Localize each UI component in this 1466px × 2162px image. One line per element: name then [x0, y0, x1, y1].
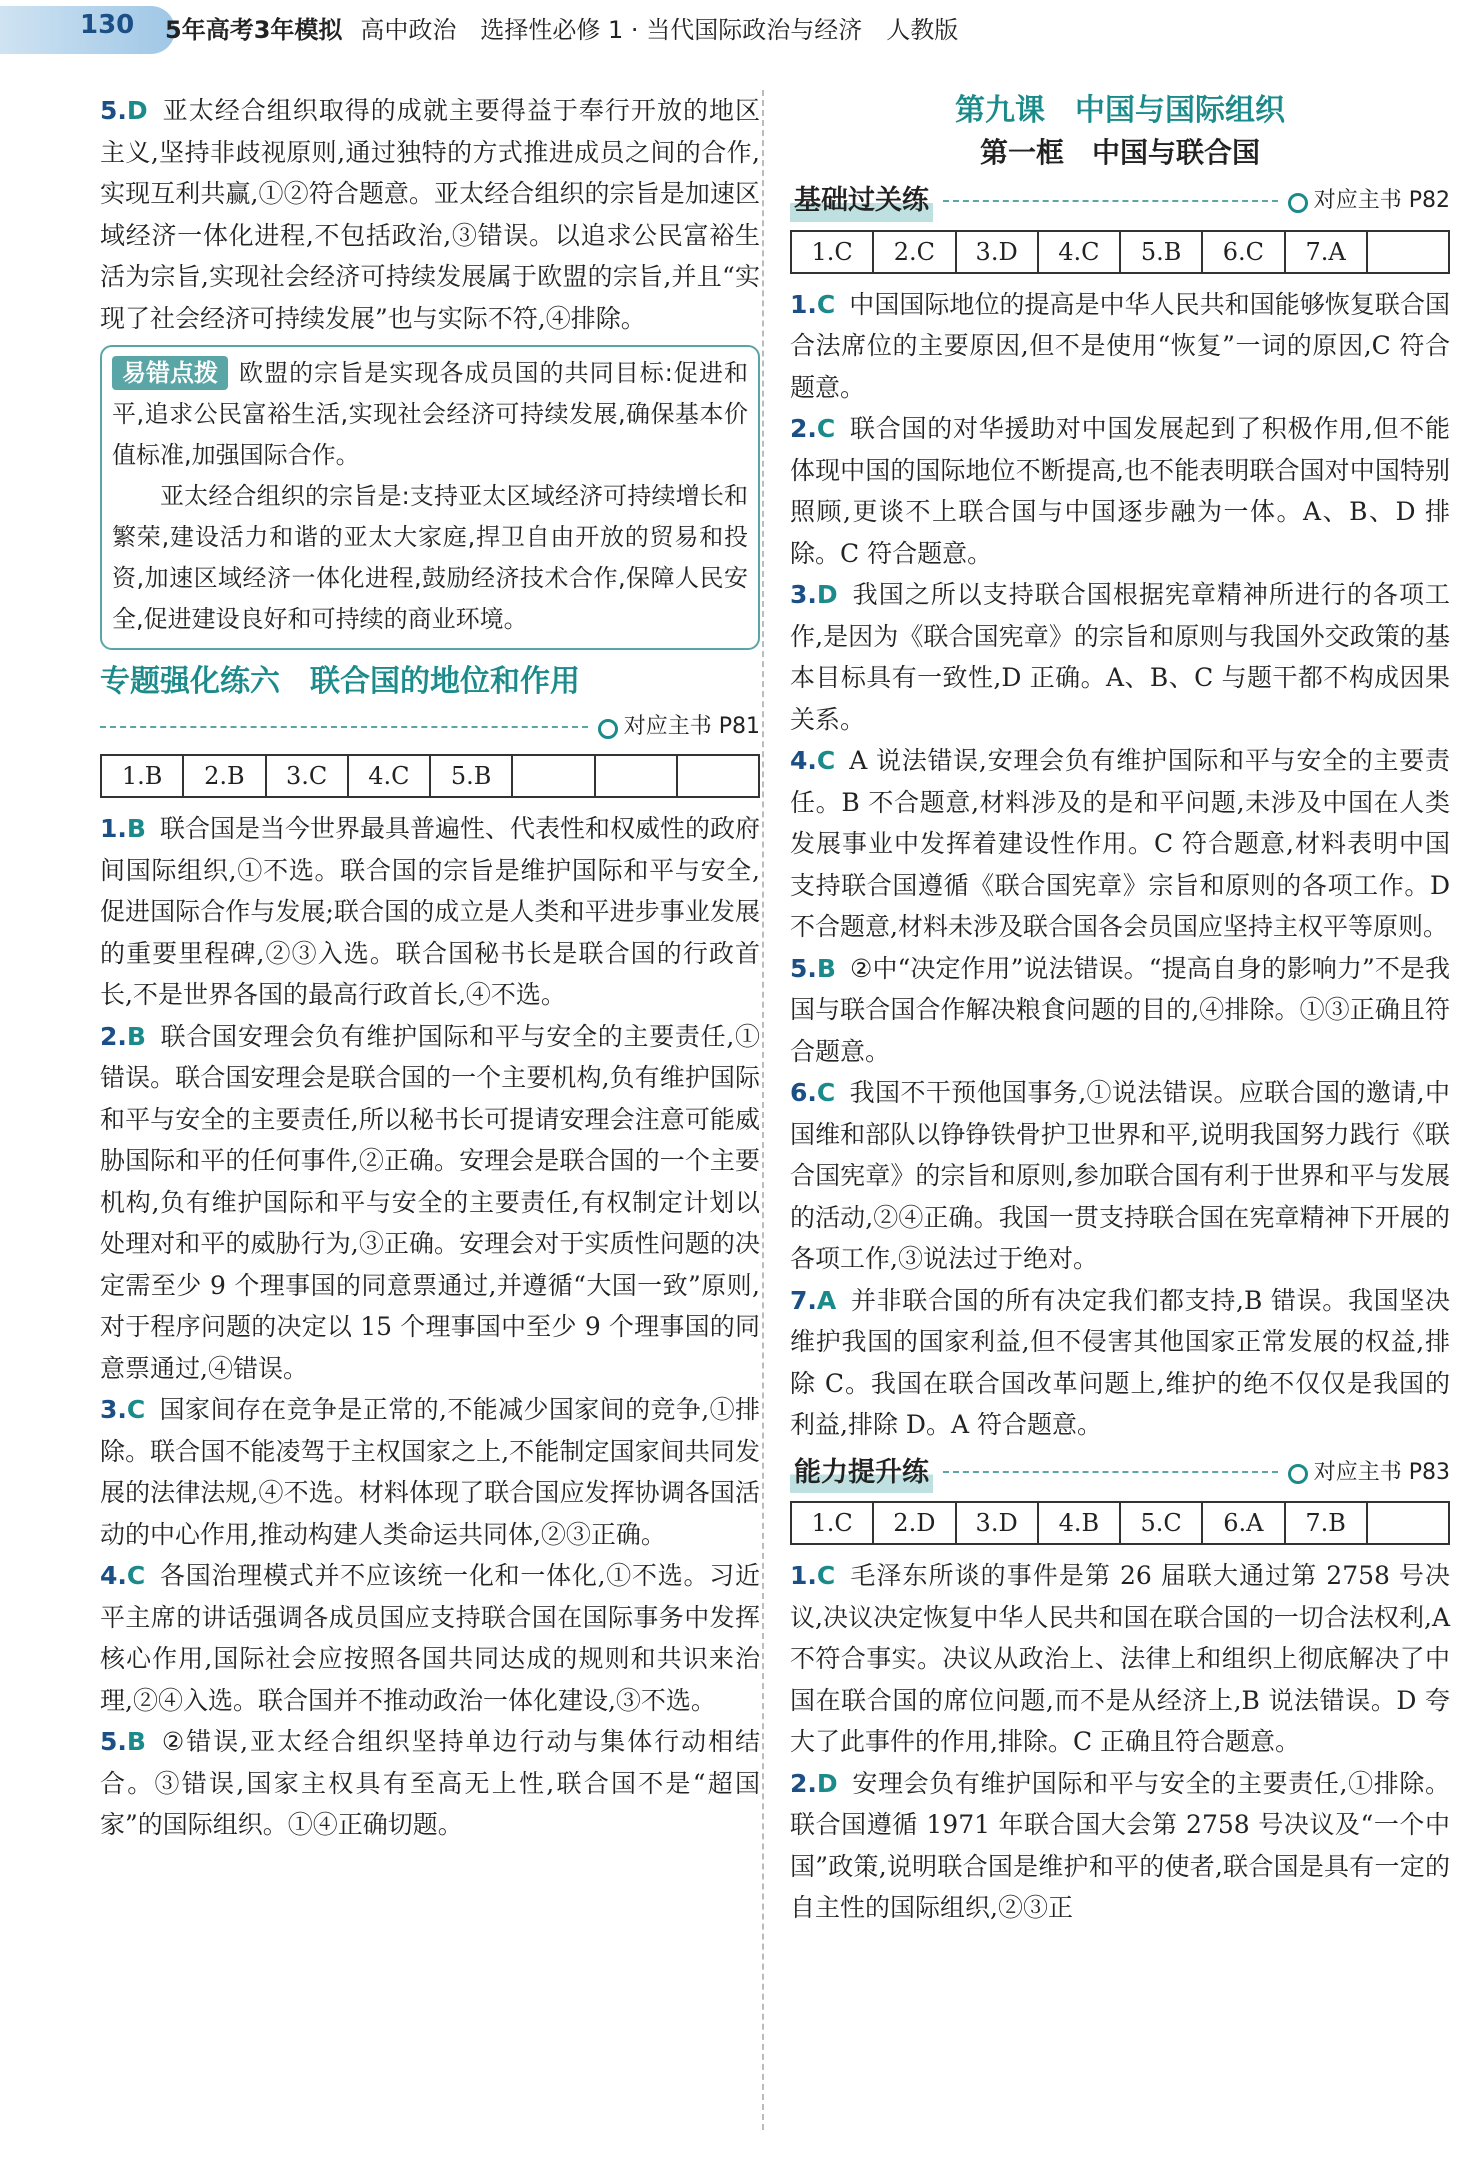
answer-item: 7.A 并非联合国的所有决定我们都支持,B 错误。我国坚决维护我国的国家利益,但不侵害其他国家正常发展的权益,排除 C。我国在联合国改革问题上,维护的绝不仅仅是我国的利益,排除 D。A 符合题意。: [790, 1285, 1450, 1439]
ability-practice-header: 能力提升练 对应主书 P83: [790, 1452, 1450, 1494]
answer-item: 1.B 联合国是当今世界最具普遍性、代表性和权威性的政府间国际组织,①不选。联合国的宗旨是维护国际和平与安全,促进国际合作与发展;联合国的成立是人类和平进步事业发展的重要里程碑,②③入选。联合国秘书长是联合国的行政首长,不是世界各国的最高行政首长,④不选。: [100, 814, 760, 1009]
answer-item: 2.D 安理会负有维护国际和平与安全的主要责任,①排除。联合国遵循 1971 年联合国大会第 2758 号决议及“一个中国”政策,说明联合国是维护和平的使者,联合国是具有一定的自主性的国际组织,②③正: [790, 1768, 1450, 1922]
right-column: [790, 90, 1450, 1929]
left-column: [100, 90, 760, 1846]
answer-cell: 2.B: [184, 756, 266, 796]
answer-item: 3.D 我国之所以支持联合国根据宪章精神所进行的各项工作,是因为《联合国宪章》的宗旨和原则与我国外交政策的基本目标具有一致性,D 正确。A、B、C 与题干都不构成因果关系。: [790, 580, 1450, 734]
answer-cell: 5.B: [1121, 232, 1203, 272]
answer-cell: 3.C: [267, 756, 349, 796]
answer-table: [790, 1501, 1450, 1545]
answer-cell: [1368, 232, 1448, 272]
answer-item: 1.C 毛泽东所谈的事件是第 26 届联大通过第 2758 号决议,决议决定恢复中华人民共和国在联合国的一切合法权利,A 不符合事实。决议从政治上、法律上和组织上彻底解决了中国在联合国的席位问题,而不是从经济上,B 说法错误。D 夸大了此事件的作用,排除。C 正确且符合题意。: [790, 1561, 1450, 1756]
answer-item: 4.C 各国治理模式并不应该统一化和一体化,①不选。习近平主席的讲话强调各成员国应支持联合国在国际事务中发挥核心作用,国际社会应按照各国共同达成的规则和共识来治理,②④入选。联合国并不推动政治一体化建设,③不选。: [100, 1561, 760, 1715]
answer-item: 6.C 我国不干预他国事务,①说法错误。应联合国的邀请,中国维和部队以铮铮铁骨护卫世界和平,说明我国努力践行《联合国宪章》的宗旨和原则,参加联合国有利于世界和平与发展的活动,②④正确。我国一贯支持联合国在宪章精神下开展的各项工作,③说法过于绝对。: [790, 1078, 1450, 1273]
answer-cell: 4.C: [1039, 232, 1121, 272]
answer-cell: 5.C: [1121, 1503, 1203, 1543]
answer-cell: 1.C: [792, 232, 874, 272]
answer-cell: 1.B: [102, 756, 184, 796]
page-number: 130: [80, 10, 135, 40]
frame-title: 第一框 中国与联合国: [979, 136, 1260, 169]
answer-cell: 7.A: [1286, 232, 1368, 272]
series-name: 5年高考3年模拟: [165, 16, 343, 44]
answer-cell: 5.B: [431, 756, 513, 796]
column-divider: [762, 90, 764, 2130]
answer-cell: 6.A: [1203, 1503, 1285, 1543]
answer-item: 5.B ②错误,亚太经合组织坚持单边行动与集体行动相结合。③错误,国家主权具有至高无上性,联合国不是“超国家”的国际组织。①④正确切题。: [100, 1727, 760, 1839]
answer-cell: 7.B: [1286, 1503, 1368, 1543]
answer-cell: 4.B: [1039, 1503, 1121, 1543]
lesson-title: 第九课 中国与国际组织: [955, 93, 1285, 128]
answer-cell: [1368, 1503, 1448, 1543]
basic-practice-header: 基础过关练 对应主书 P82: [790, 180, 1450, 222]
answer-cell: [596, 756, 678, 796]
search-icon: [598, 719, 618, 739]
search-icon: [1288, 1464, 1308, 1484]
page-header: [0, 0, 1466, 60]
answer-cell: 2.C: [874, 232, 956, 272]
answer-cell: 1.C: [792, 1503, 874, 1543]
answer-cell: [678, 756, 758, 796]
answer-cell: 2.D: [874, 1503, 956, 1543]
answer-item: 3.C 国家间存在竞争是正常的,不能减少国家间的竞争,①排除。联合国不能凌驾于主权国家之上,不能制定国家间共同发展的法律法规,④不选。材料体现了联合国应发挥协调各国活动的中心作用,推动构建人类命运共同体,②③正确。: [100, 1395, 760, 1549]
section-title: 专题强化练六 联合国的地位和作用: [100, 664, 580, 699]
answer-table: [100, 754, 760, 798]
answer-item: 2.B 联合国安理会负有维护国际和平与安全的主要责任,①错误。联合国安理会是联合国的一个主要机构,负有维护国际和平与安全的主要责任,所以秘书长可提请安理会注意可能威胁国际和平的任何事件,②正确。安理会是联合国的一个主要机构,负有维护国际和平与安全的主要责任,有权制定计划以处理对和平的威胁行为,③正确。安理会对于实质性问题的决定需至少 9 个理事国的同意票通过,并遵循“大国一致”原则,对于程序问题的决定以 15 个理事国中至少 9 个理事国的同意票通过,④错误。: [100, 1021, 760, 1383]
section-ref: 对应主书 P81: [100, 710, 760, 744]
header-title: [165, 10, 958, 45]
answer-item: 1.C 中国国际地位的提高是中华人民共和国能够恢复联合国合法席位的主要原因,但不是使用“恢复”一词的原因,C 符合题意。: [790, 289, 1450, 402]
error-tip-tag: 易错点拨: [112, 356, 228, 390]
answer-item: 4.C A 说法错误,安理会负有维护国际和平与安全的主要责任。B 不合题意,材料涉及的是和平问题,未涉及中国在人类发展事业中发挥着建设性作用。C 符合题意,材料表明中国支持联合国遵循《联合国宪章》宗旨和原则的各项工作。D 不合题意,材料未涉及联合国各会员国应坚持主权平等原则。: [790, 746, 1450, 941]
answer-cell: 6.C: [1203, 232, 1285, 272]
answer-cell: [513, 756, 595, 796]
subject-name: 高中政治 选择性必修 1 · 当代国际政治与经济 人教版: [360, 16, 959, 44]
answer-cell: 4.C: [349, 756, 431, 796]
answer-table: [790, 230, 1450, 274]
error-tip-box: 易错点拨 欧盟的宗旨是实现各成员国的共同目标:促进和平,追求公民富裕生活,实现社会经济可持续发展,确保基本价值标准,加强国际合作。 亚太经合组织的宗旨是:支持亚太区域经济可持续增长和繁荣,建设活力和谐的亚太大家庭,捍卫自由开放的贸易和投资,加速区域经济一体化进程,鼓励经济技术合作,保障人民安全,促进建设良好和可持续的商业环境。: [100, 345, 760, 650]
answer-cell: 3.D: [957, 232, 1039, 272]
answer-cell: 3.D: [957, 1503, 1039, 1543]
answer-item: 2.C 联合国的对华援助对中国发展起到了积极作用,但不能体现中国的国际地位不断提高,也不能表明联合国对中国特别照顾,更谈不上联合国与中国逐步融为一体。A、B、D 排除。C 符合题意。: [790, 414, 1450, 568]
answer-item: 5.D 亚太经合组织取得的成就主要得益于奉行开放的地区主义,坚持非歧视原则,通过独特的方式推进成员之间的合作,实现互利共赢,①②符合题意。亚太经合组织的宗旨是加速区域经济一体化进程,不包括政治,③错误。以追求公民富裕生活为宗旨,实现社会经济可持续发展属于欧盟的宗旨,并且“实现了社会经济可持续发展”也与实际不符,④排除。: [100, 96, 760, 333]
answer-item: 5.B ②中“决定作用”说法错误。“提高自身的影响力”不是我国与联合国合作解决粮食问题的目的,④排除。①③正确且符合题意。: [790, 953, 1450, 1066]
search-icon: [1288, 193, 1308, 213]
